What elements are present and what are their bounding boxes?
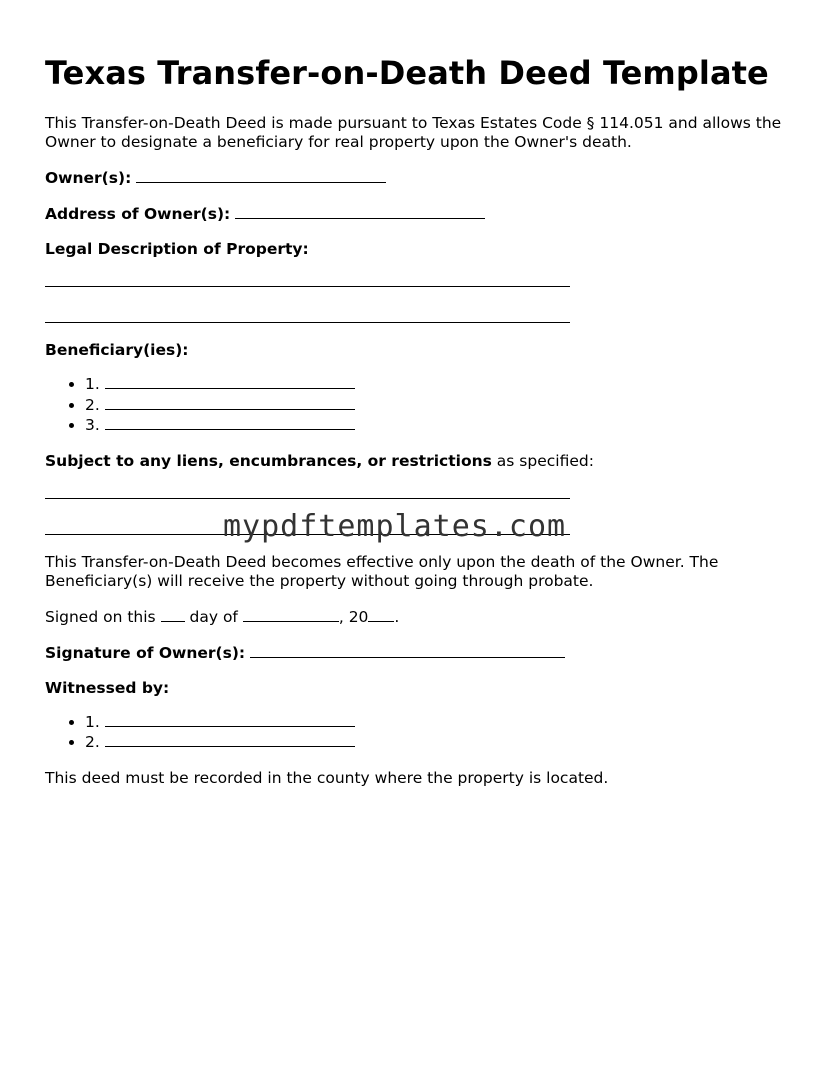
witness-blank[interactable] [105,732,355,747]
witness-number: 1. [85,712,100,731]
signature-field [45,643,785,663]
owner-label: Owner(s): [45,169,132,187]
footer-note: This deed must be recorded in the county where the property is located. [45,768,609,787]
beneficiary-blank[interactable] [105,415,355,430]
legal-description-line-1[interactable] [45,269,570,287]
liens-field [45,452,785,471]
list-item [85,415,785,436]
beneficiary-blank[interactable] [105,395,355,410]
witnessed-label: Witnessed by: [45,678,170,697]
signature-label: Signature of Owner(s): [45,643,246,662]
month-blank[interactable] [243,607,339,622]
signature-blank[interactable] [250,643,565,658]
signed-day-label: day of [189,607,238,626]
beneficiaries-field [45,341,785,360]
legal-description-lines [45,269,785,323]
beneficiary-number: 2. [85,395,100,414]
address-field [45,204,785,224]
beneficiary-number: 3. [85,416,100,434]
watermark-logo: mypdftemplates.com [223,508,567,544]
signed-prefix: Signed on this [45,607,156,626]
signed-date-line [45,607,785,627]
beneficiary-number: 1. [85,375,100,393]
witness-number: 2. [85,733,100,751]
witnesses-list [45,712,785,753]
liens-lines [45,481,785,544]
address-blank[interactable] [235,204,485,219]
list-item [85,395,785,416]
witnessed-field [45,679,785,698]
document-title: Texas Transfer-on-Death Deed Template [45,54,769,92]
address-label: Address of Owner(s): [45,205,231,223]
year-blank[interactable] [368,607,394,622]
liens-label: Subject to any liens, encumbrances, or restrictions [45,451,492,470]
beneficiaries-list [45,374,785,436]
liens-line-1[interactable] [45,481,570,499]
beneficiary-blank[interactable] [105,374,355,389]
owner-blank[interactable] [136,168,386,183]
legal-description-field [45,240,785,259]
document-page [45,54,785,804]
day-blank[interactable] [161,607,185,622]
list-item [85,374,785,395]
list-item [85,712,785,733]
owner-field [45,168,785,188]
signed-year-label: , 20 [338,607,369,626]
intro-paragraph: This Transfer-on-Death Deed is made pursuant to Texas Estates Code § 114.051 and allows the Owner to designate a beneficiary for real property upon the Owner's death. [45,114,782,151]
liens-label-rest: as specified: [491,451,594,470]
list-item [85,732,785,753]
witness-blank[interactable] [105,712,355,727]
beneficiaries-label: Beneficiary(ies): [45,341,189,359]
effective-paragraph: This Transfer-on-Death Deed becomes effective only upon the death of the Owner. The Beneficiary(s) will receive the property without going through probate. [45,552,719,590]
legal-description-label: Legal Description of Property: [45,240,309,258]
signed-end: . [394,607,400,626]
legal-description-line-2[interactable] [45,305,570,323]
